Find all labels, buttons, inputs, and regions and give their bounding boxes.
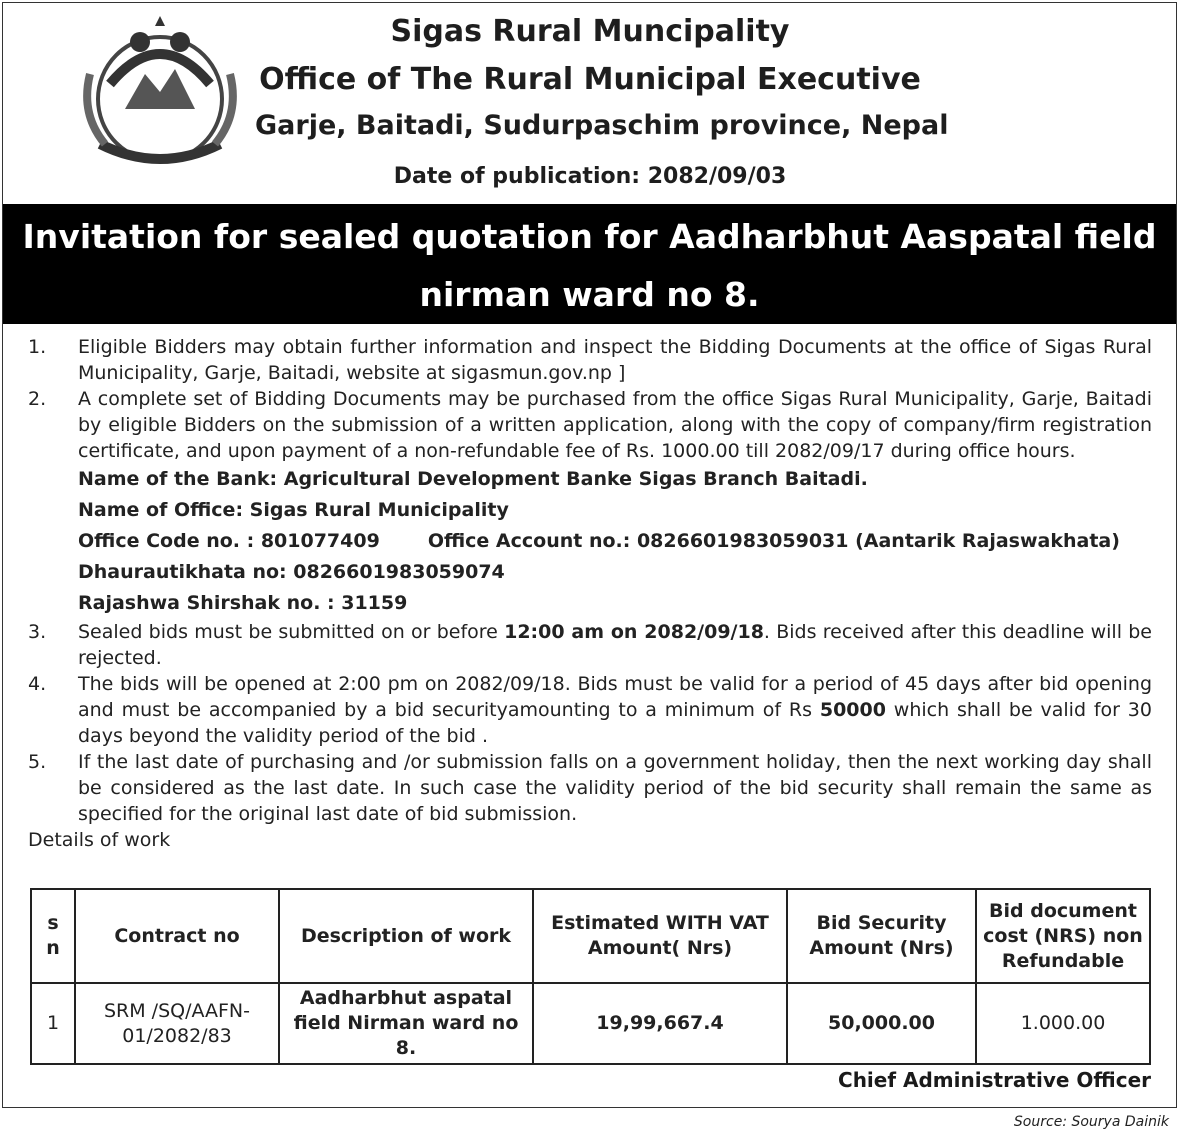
cell-estimated-amount: 19,99,667.4 — [533, 983, 787, 1064]
office-address: Garje, Baitadi, Sudurpaschim province, Nepal — [255, 110, 949, 141]
table-row — [31, 983, 1150, 1064]
cell-bid-security: 50,000.00 — [787, 983, 976, 1064]
office-account: Office Account no.: 0826601983059031 (Aantarik Rajaswakhata) — [427, 530, 1120, 552]
item-number: 3. — [28, 621, 47, 643]
item-text: If the last date of purchasing and /or submission falls on a government holiday, then the next working day shall be considered as the last date. In such case the validity period of the bid security shall remain the same as specified for the original last date of bid submission. — [78, 751, 1152, 825]
column-header: Estimated WITH VAT Amount( Nrs) — [533, 889, 787, 983]
dhaurauti-account: Dhaurautikhata no: 0826601983059074 — [78, 561, 505, 583]
column-header: Description of work — [279, 889, 533, 983]
column-header: Bid document cost (NRS) non Refundable — [976, 889, 1150, 983]
notice-title-line2: nirman ward no 8. — [419, 275, 760, 314]
office-name-line: Name of Office: Sigas Rural Municipality — [78, 499, 509, 521]
column-header: s n — [31, 889, 75, 983]
office-name: Office of The Rural Municipal Executive — [259, 62, 921, 97]
details-of-work-label: Details of work — [28, 829, 171, 851]
bank-name: Name of the Bank: Agricultural Development Banke Sigas Branch Baitadi. — [78, 468, 868, 490]
column-header: Bid Security Amount (Nrs) — [787, 889, 976, 983]
rajashwa-code: Rajashwa Shirshak no. : 31159 — [78, 592, 408, 614]
item-text: Sealed bids must be submitted on or before — [78, 621, 505, 643]
item-text: which shall be valid for 30 days beyond the validity period of the bid . — [78, 699, 1152, 747]
item-number: 2. — [28, 388, 47, 410]
cell-document-cost: 1.000.00 — [976, 983, 1150, 1064]
column-header: Contract no — [75, 889, 279, 983]
list-item — [28, 334, 1152, 386]
table-header-row — [31, 889, 1150, 983]
bid-security-amount: 50000 — [819, 699, 886, 721]
nepal-emblem-icon — [70, 14, 250, 174]
list-item — [28, 749, 1152, 827]
list-item — [28, 386, 1152, 464]
signature-title: Chief Administrative Officer — [838, 1068, 1151, 1092]
item-number: 1. — [28, 336, 47, 358]
cell-description: Aadharbhut aspatal field Nirman ward no 8. — [279, 983, 533, 1064]
item-text: A complete set of Bidding Documents may be purchased from the office Sigas Rural Municipality, Garje, Baitadi by eligible Bidders on the submission of a written application, along with the copy of company/firm registration certificate, and upon payment of a non-refundable fee of Rs. 1000.00 till 2082/09/17 during office hours. — [78, 388, 1152, 462]
item-number: 5. — [28, 751, 47, 773]
office-code-line — [28, 526, 1152, 557]
publication-date: Date of publication: 2082/09/03 — [393, 164, 787, 189]
notice-body — [28, 334, 1152, 853]
item-number: 4. — [28, 673, 47, 695]
item-text: Eligible Bidders may obtain further information and inspect the Bidding Documents at the office of Sigas Rural Municipality, Garje, Baitadi, website at sigasmun.gov.np ] — [78, 336, 1152, 384]
list-item — [28, 671, 1152, 749]
notice-title-banner — [3, 204, 1176, 324]
item-text: The bids will be opened at 2:00 pm on 2082/09/18. Bids must be valid for a period of 45 days after bid opening and must be accompanied by a bid securityamounting to a minimum of Rs — [78, 673, 1152, 721]
office-code: Office Code no. : 801077409 — [78, 530, 380, 552]
work-details-table — [30, 888, 1151, 1065]
deadline: 12:00 am on 2082/09/18 — [504, 621, 764, 643]
notice-title-line1: Invitation for sealed quotation for Aadharbhut Aaspatal field — [22, 217, 1157, 256]
cell-sn: 1 — [31, 983, 75, 1064]
item-text: . Bids received after this deadline will be rejected. — [78, 621, 1152, 669]
municipality-name: Sigas Rural Muncipality — [390, 14, 790, 49]
cell-contract-no: SRM /SQ/AAFN-01/2082/83 — [75, 983, 279, 1064]
source-credit: Source: Sourya Dainik — [1013, 1114, 1169, 1130]
list-item — [28, 619, 1152, 671]
